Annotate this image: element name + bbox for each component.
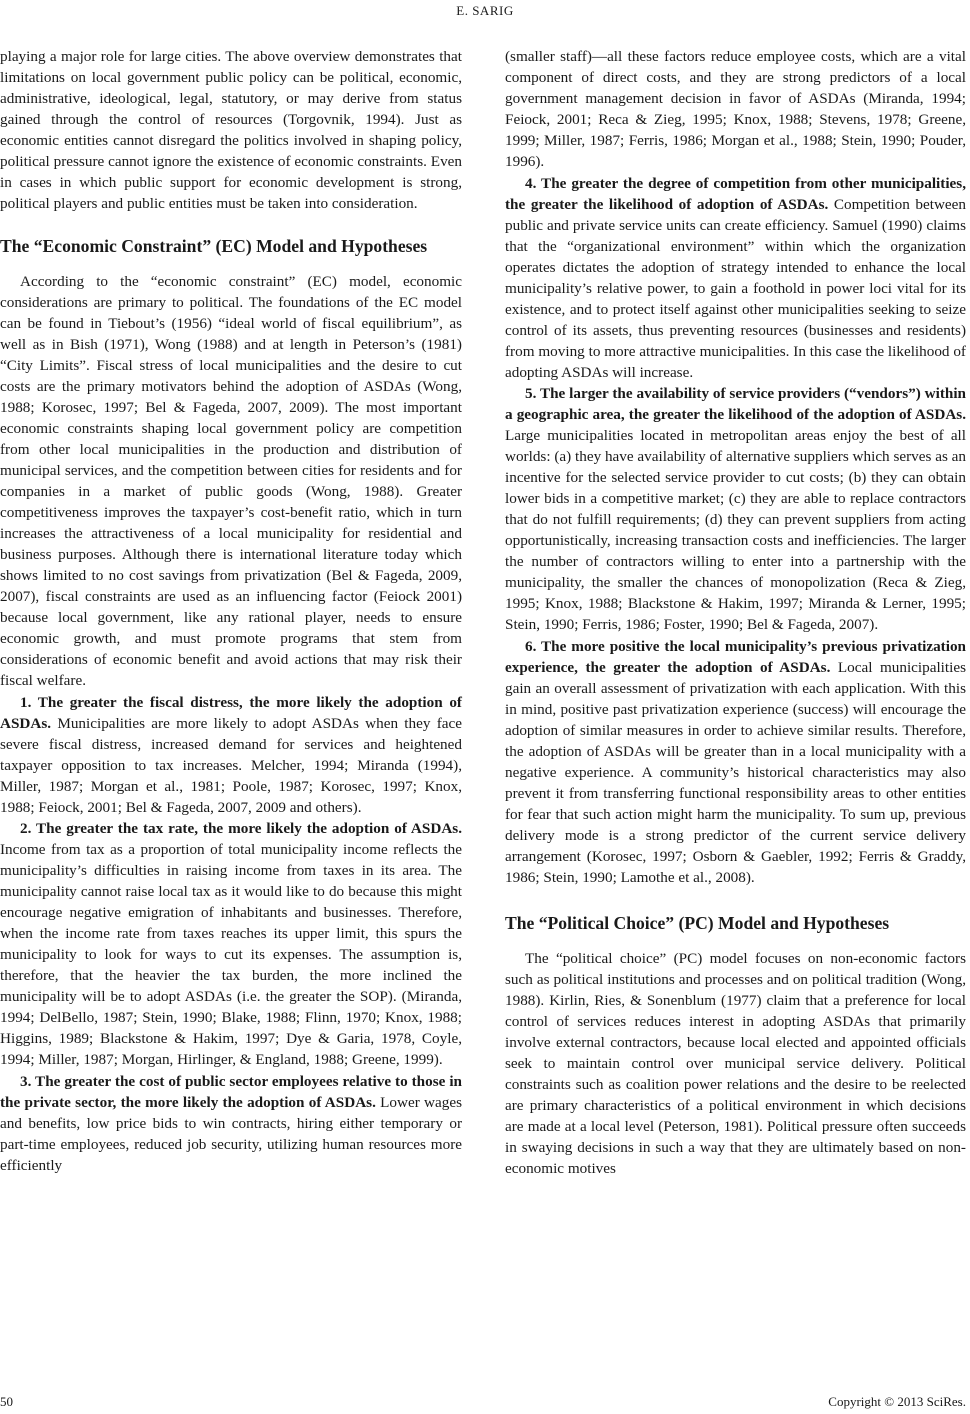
section-heading-ec-model: The “Economic Constraint” (EC) Model and Hypotheses: [0, 236, 428, 256]
hypothesis-2-body: Income from tax as a proportion of total municipality income reflects the municipality’s difficulties in raising income from taxes in its area. The municipality cannot raise local tax as it would like to do because this might encourage negative emigration of inhabitants and businesses. Therefore, when the income rate from taxes reaches its upper limit, this spurs the municipality to look for ways to cut its expenses. The assumption is, therefore, that the heavier the tax burden, the more inclined the municipality will be to adopt ASDAs (i.e. the greater the SOP). (Miranda, 1994; DelBello, 1987; Stein, 1990; Blake, 1988; Flinn, 1970; Knox, 1988; Higgins, 1989; Blackstone & Hakim, 1997; Dye & Garia, 1978, Coyle, 1994; Miller, 1987; Morgan, Hirlinger, & England, 1988; Greene, 1999).: [0, 841, 462, 1068]
hypothesis-6-statement: 6. The more positive the local municipality’s previous privatization experience, the greater the adoption of ASDAs.: [505, 637, 966, 676]
hypothesis-6: [505, 636, 966, 888]
hypothesis-4: [505, 173, 966, 383]
paragraph: playing a major role for large cities. The above overview demonstrates that limitations on local government public policy can be political, economic, administrative, ideological, legal, statutory, or may derive from status gained through the control of resources (Torgovnik, 1994). Just as economic entities cannot disregard the politics involved in shaping policy, political pressure cannot ignore the existence of economic constraints. Even in cases in which public support for economic development is strong, political players and public entities must be taken into consideration.: [0, 48, 462, 212]
right-column: [505, 46, 966, 1179]
left-column: [0, 46, 462, 1176]
paragraph: According to the “economic constraint” (EC) model, economic considerations are primary to political. The foundations of the EC model can be found in Tiebout’s (1956) “ideal world of fiscal equilibrium”, as well as in Bish (1971), Wong (1988) and at length in Peterson’s (1981) “City Limits”. Fiscal stress of local municipalities and the desire to cut costs are the primary motivators behind the adoption of ASDAs (Wong, 1988; Korosec, 1997; Bel & Fageda, 2007, 2009). The most important economic constraints shaping local government policy are competition from other local municipalities in the production and distribution of municipal services, and the competition between cities for residents and for companies in a market of public goods (Wong, 1988). Greater competitiveness improves the taxpayer’s cost-benefit ratio, which in turn increases the attractiveness of a local municipality for residential and business purposes. Although there is international literature today which shows limited to no cost savings from privatization (Bel & Fageda, 2009, 2007), fiscal constraints are used as an influencing factor (Feiock 2001) because local government, like any rational player, needs to ensure economic growth, and must promote programs that stem from considerations of economic benefit and avoid actions that may risk their fiscal welfare.: [0, 273, 462, 689]
hypothesis-1-body: Municipalities are more likely to adopt ASDAs when they face severe fiscal distress, increased demand for services and heightened taxpayer opposition to tax increases. Melcher, 1994; Miranda (1994), Miller, 1987; Morgan et al., 1981; Poole, 1987; Korosec, 1997; Knox, 1988; Feiock, 2001; Bel & Fageda, 2007, 2009 and others).: [0, 714, 462, 816]
hypothesis-1-statement: 1. The greater the fiscal distress, the more likely the adoption of ASDAs.: [0, 693, 462, 732]
copyright-notice: Copyright © 2013 SciRes.: [828, 1394, 966, 1409]
page-number: 50: [0, 1394, 13, 1409]
paragraph: (smaller staff)—all these factors reduce employee costs, which are a vital component of direct costs, and they are strong predictors of a local government management decision in favor of ASDAs (Miranda, 1994; Feiock, 2001; Reca & Zieg, 1995; Knox, 1988; Stevens, 1978; Greene, 1999; Miller, 1987; Ferris, 1986; Morgan et al., 1988; Stein, 1990; Pouder, 1996).: [505, 48, 966, 170]
hypothesis-5-body: Large municipalities located in metropolitan areas enjoy the best of all worlds: (a) they have availability of alternative suppliers which serves as an incentive for the selected service provider to cut costs; (b) they can obtain lower bids in a competitive market; (c) they are able to replace contractors that do not fulfill requirements; (d) they can prevent suppliers from acting opportunistically, increasing transaction costs and inefficiencies. The larger the number of contractors willing to enter into a partnership with the municipality, the smaller the chances of monopolization (Reca & Zieg, 1995; Knox, 1988; Blackstone & Hakim, 1997; Miranda & Lerner, 1995; Stein, 1990; Ferris, 1986; Foster, 1990; Bel & Fageda, 2007).: [505, 427, 966, 633]
hypothesis-1: [0, 692, 462, 818]
hypothesis-2-statement: 2. The greater the tax rate, the more likely the adoption of ASDAs.: [20, 820, 462, 837]
hypothesis-3-body: Lower wages and benefits, low price bids to win contracts, hiring either temporary or part-time employees, reduced job security, utilizing human resources more efficiently: [0, 1093, 462, 1174]
hypothesis-5: [505, 383, 966, 635]
hypothesis-3: [0, 1071, 462, 1176]
paragraph: The “political choice” (PC) model focuses on non-economic factors such as political institutions and processes and on political tradition (Wong, 1988). Kirlin, Ries, & Sonenblum (1977) claim that a preference for local control of services reduces interest in adopting ASDAs that primarily involve external contractors, because local elected and appointed officials seek to maintain control over municipal service delivery. Political constraints such as coalition power relations and the desire to be reelected are primary characteristics of a political environment in which decisions are made at a local level (Peterson, 1981). Political pressure often succeeds in swaying decisions in such a way that they are ultimately based on non-economic motives: [505, 949, 966, 1177]
running-head: E. SARIG: [456, 3, 514, 18]
hypothesis-2: [0, 818, 462, 1070]
hypothesis-6-body: Local municipalities gain an overall assessment of privatization with each application. With this in mind, positive past privatization experience (success) will encourage the adoption of similar measures in order to achieve similar results. Therefore, the adoption of ASDAs will be greater than in a local municipality with a negative experience. A community’s historical characteristics may also prevent it from transferring functional responsibility areas to other entities for fear that such action might harm the municipality. To sum up, previous delivery mode is a strong predictor of the current service delivery arrangement (Korosec, 1997; Osborn & Gaebler, 1992; Ferris & Graddy, 1986; Stein, 1990; Lamothe et al., 2008).: [505, 658, 966, 886]
hypothesis-4-statement: 4. The greater the degree of competition from other municipalities, the greater the likelihood of adoption of ASDAs.: [505, 174, 966, 213]
hypothesis-4-body: Competition between public and private service units can create efficiency. Samuel (1990) claims that the “organizational environment” within which the organization operates dictates the adoption of strategy intended to enhance the local municipality’s relative power, to gain a foothold in power loci vital for its existence, and to protect itself against other municipalities seeking to seize control of its assets, thus preventing resources (businesses and residents) from moving to more attractive municipalities. In this case the likelihood of adopting ASDAs will increase.: [505, 195, 966, 381]
hypothesis-3-statement: 3. The greater the cost of public sector employees relative to those in the private sector, the more likely the adoption of ASDAs.: [0, 1072, 462, 1111]
hypothesis-5-statement: 5. The larger the availability of service providers (“vendors”) within a geographic area, the greater the likelihood of the adoption of ASDAs.: [505, 385, 966, 423]
section-heading-pc-model: The “Political Choice” (PC) Model and Hypotheses: [505, 912, 890, 933]
